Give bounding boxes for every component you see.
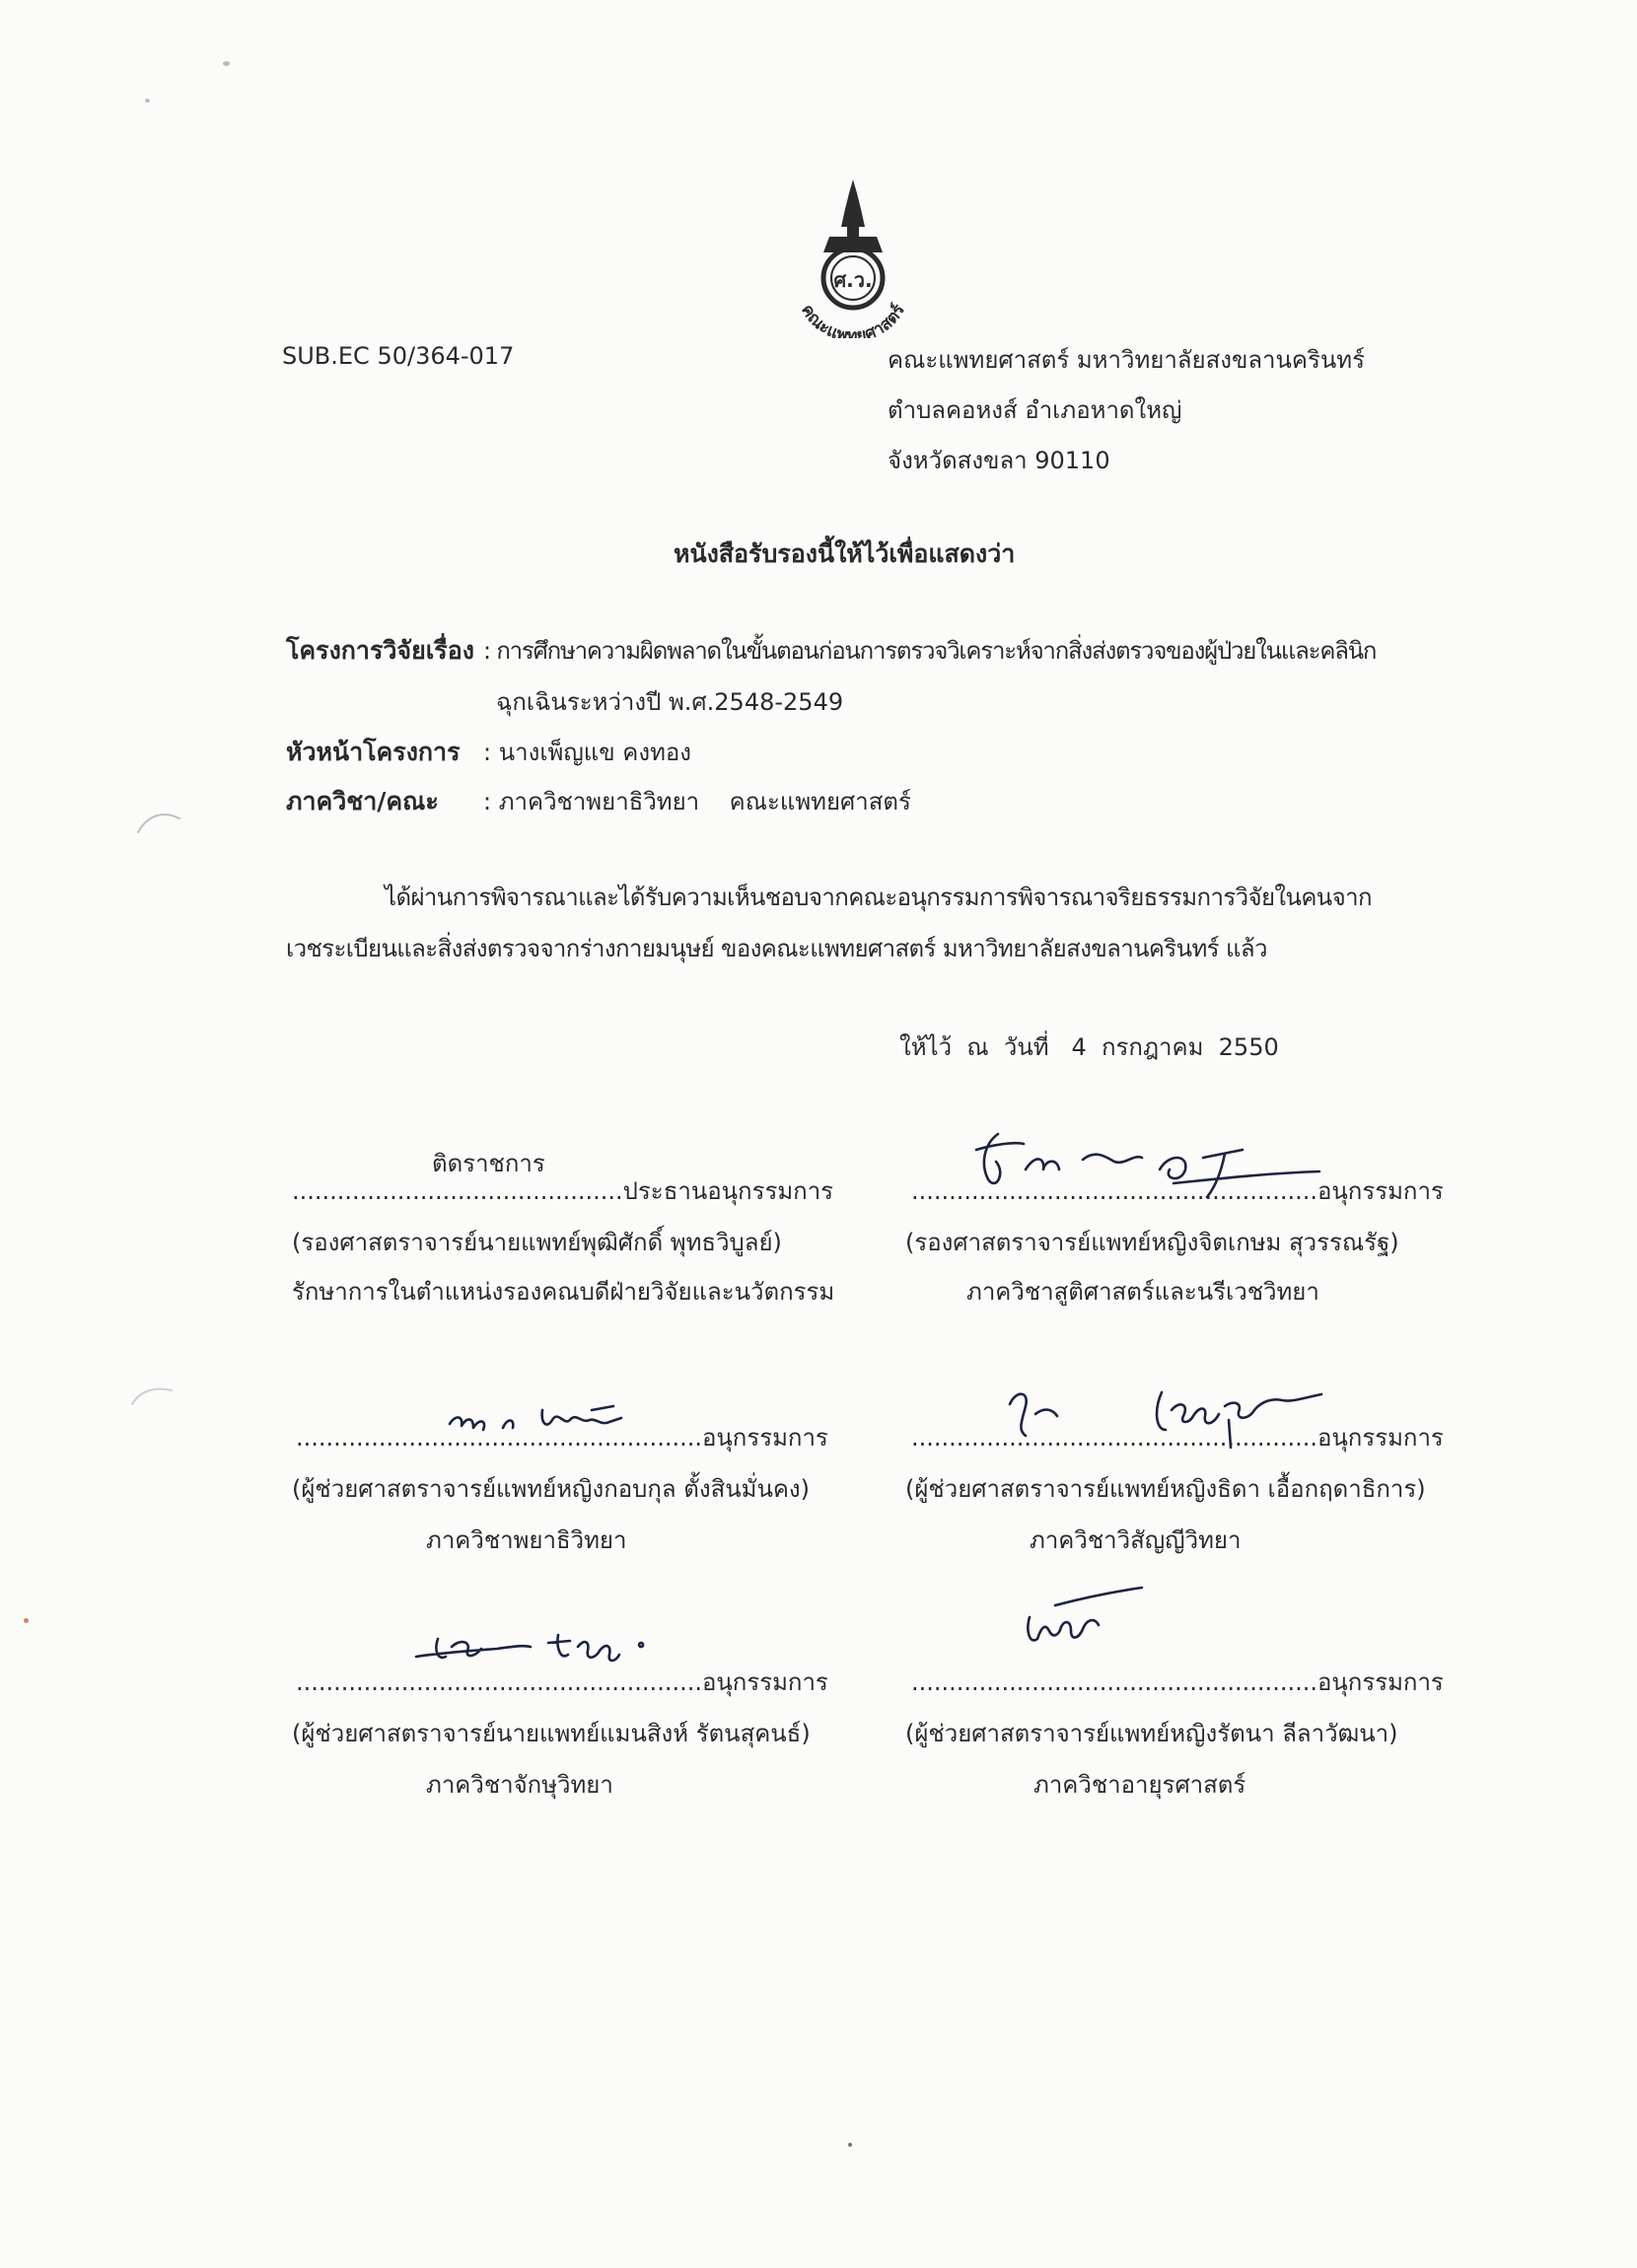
scan-speck [848, 2143, 852, 2147]
signatory-5-line: ......................................................อนุกรรมการ [296, 1668, 828, 1696]
scan-speck [223, 61, 230, 66]
punch-hole-mark [134, 807, 183, 836]
logo-emblem-text: ศ.ว. [833, 268, 873, 292]
signatory-5-detail: ภาควิชาจักษุวิทยา [426, 1771, 613, 1799]
project-head-label: หัวหน้าโครงการ [286, 738, 461, 766]
department-value: : ภาควิชาพยาธิวิทยา คณะแพทยศาสตร์ [483, 788, 911, 815]
faculty-logo [774, 176, 932, 338]
signatory-3-line: ......................................................อนุกรรมการ [296, 1424, 828, 1452]
project-head-value: : นางเพ็ญแข คงทอง [483, 739, 692, 766]
scan-speck [24, 1618, 29, 1623]
signatory-5-name: (ผู้ช่วยศาสตราจารย์นายแพทย์แมนสิงห์ รัตนสุคนธ์) [292, 1720, 811, 1747]
punch-hole-mark [128, 1381, 178, 1410]
address-line-1: คณะแพทยศาสตร์ มหาวิทยาลัยสงขลานครินทร์ [888, 346, 1365, 374]
signatory-2-line: ......................................................อนุกรรมการ [911, 1177, 1444, 1205]
signatory-1-note: ติดราชการ [432, 1150, 545, 1177]
signatory-1-line: ............................................ประธานอนุกรรมการ [292, 1177, 834, 1205]
address-line-3: จังหวัดสงขลา 90110 [888, 447, 1110, 474]
signatory-6-name: (ผู้ช่วยศาสตราจารย์แพทย์หญิงรัตนา ลีลาวัฒนา) [905, 1720, 1398, 1747]
signatory-1-detail: รักษาการในตำแหน่งรองคณบดีฝ่ายวิจัยและนวัตกรรม [292, 1278, 835, 1306]
signatory-4-line: ......................................................อนุกรรมการ [911, 1424, 1444, 1452]
signatory-4-name: (ผู้ช่วยศาสตราจารย์แพทย์หญิงธิดา เอื้อกฤดาธิการ) [905, 1475, 1426, 1503]
department-label: ภาควิชา/คณะ [286, 787, 439, 815]
signatory-6-detail: ภาควิชาอายุรศาสตร์ [1033, 1771, 1246, 1799]
project-title-line-1: : การศึกษาความผิดพลาดในขั้นตอนก่อนการตรวจวิเคราะห์จากสิ่งส่งตรวจของผู้ป่วยในและคลินิก [483, 637, 1377, 665]
project-title-line-2: ฉุกเฉินระหว่างปี พ.ศ.2548-2549 [496, 688, 844, 716]
signatory-2-detail: ภาควิชาสูติศาสตร์และนรีเวชวิทยา [966, 1278, 1319, 1306]
logo-arc-text: คณะแพทยศาสตร์ [797, 301, 909, 338]
certificate-heading: หนังสือรับรองนี้ให้ไว้เพื่อแสดงว่า [674, 539, 1016, 568]
issue-date: ให้ไว้ ณ วันที่ 4 กรกฎาคม 2550 [899, 1033, 1279, 1061]
signatory-6-signature [1016, 1578, 1154, 1657]
signatory-4-detail: ภาควิชาวิสัญญีวิทยา [1030, 1526, 1242, 1554]
signatory-2-name: (รองศาสตราจารย์แพทย์หญิงจิตเกษม สุวรรณรัฐ) [905, 1229, 1399, 1256]
signatory-6-line: ......................................................อนุกรรมการ [911, 1668, 1444, 1696]
approval-text-line-2: เวชระเบียนและสิ่งส่งตรวจจากร่างกายมนุษย์ ของคณะแพทยศาสตร์ มหาวิทยาลัยสงขลานครินทร์ แล้ว [286, 935, 1267, 962]
reference-number: SUB.EC 50/364-017 [282, 342, 515, 370]
signatory-3-detail: ภาควิชาพยาธิวิทยา [426, 1526, 627, 1554]
signatory-3-name: (ผู้ช่วยศาสตราจารย์แพทย์หญิงกอบกุล ตั้งสินมั่นคง) [292, 1475, 810, 1503]
address-line-2: ตำบลคอหงส์ อำเภอหาดใหญ่ [888, 396, 1182, 424]
signatory-1-name: (รองศาสตราจารย์นายแพทย์พุฒิศักดิ์ พุทธวิบูลย์) [292, 1229, 782, 1256]
approval-text-line-1: ได้ผ่านการพิจารณาและได้รับความเห็นชอบจากคณะอนุกรรมการพิจารณาจริยธรรมการวิจัยในคนจาก [385, 884, 1372, 911]
scan-speck [145, 99, 150, 103]
project-title-label: โครงการวิจัยเรื่อง [286, 636, 474, 665]
